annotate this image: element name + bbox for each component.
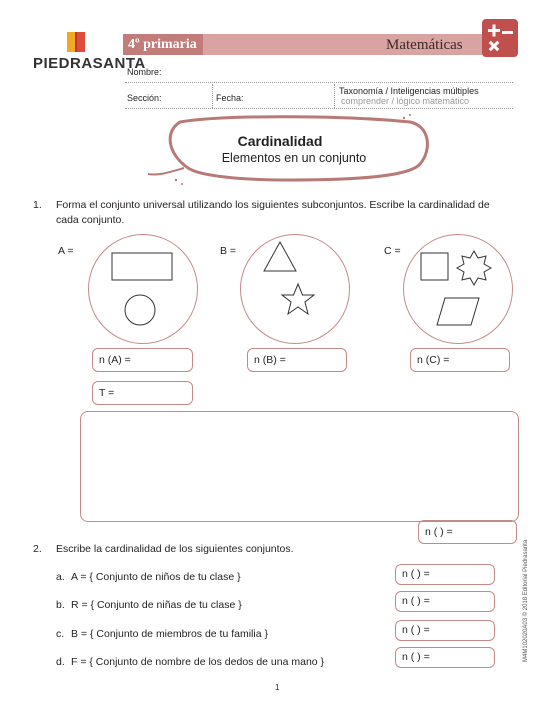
item-a-set: A = { Conjunto de niños de tu clase } bbox=[71, 571, 241, 583]
item-b-letter: b. bbox=[56, 599, 65, 611]
set-b-label: B = bbox=[220, 245, 237, 257]
name-label: Nombre: bbox=[127, 67, 162, 77]
circle-shape bbox=[125, 295, 155, 325]
book-logo-icon bbox=[64, 30, 94, 56]
name-line[interactable] bbox=[125, 82, 513, 83]
item-c-set: B = { Conjunto de miembros de tu familia } bbox=[71, 628, 268, 640]
burst-shape bbox=[457, 251, 491, 285]
plus-minus-times-icon bbox=[482, 19, 518, 57]
set-a-shapes bbox=[88, 234, 196, 342]
rectangle-shape bbox=[112, 253, 172, 280]
parallelogram-shape bbox=[437, 298, 479, 325]
card-a-field[interactable]: n (A) = bbox=[92, 348, 193, 372]
taxonomy-label: Taxonomía / Inteligencias múltiples bbox=[339, 86, 479, 96]
page-subtitle: Elementos en un conjunto bbox=[221, 151, 367, 165]
exercise1-text-line2: cada conjunto. bbox=[56, 214, 125, 226]
section-label: Sección: bbox=[127, 93, 162, 103]
item-b-card-field[interactable]: n ( ) = bbox=[395, 591, 495, 612]
set-a-label: A = bbox=[58, 245, 74, 257]
date-label: Fecha: bbox=[216, 93, 244, 103]
universal-set-box[interactable] bbox=[80, 411, 519, 522]
set-c-label: C = bbox=[384, 245, 401, 257]
brand-name: PIEDRASANTA bbox=[33, 55, 146, 72]
triangle-shape bbox=[264, 242, 296, 271]
set-b-shapes bbox=[240, 234, 348, 342]
grade-label: 4º primaria bbox=[128, 37, 197, 52]
square-shape bbox=[421, 253, 448, 280]
title-banner-frame bbox=[140, 110, 440, 190]
divider-2 bbox=[334, 84, 335, 108]
exercise1-text-line1: Forma el conjunto universal utilizando los siguientes subconjuntos. Escribe la cardinalidad de bbox=[56, 199, 490, 211]
item-c-letter: c. bbox=[56, 628, 65, 640]
side-copyright: M4M102020A03 © 2018 Editorial Piedrasanta bbox=[523, 539, 529, 662]
set-c-shapes bbox=[403, 234, 511, 342]
star-shape bbox=[282, 284, 314, 314]
card-b-field[interactable]: n (B) = bbox=[247, 348, 347, 372]
exercise2-text: Escribe la cardinalidad de los siguientes conjuntos. bbox=[56, 543, 294, 555]
universal-card-field[interactable]: n ( ) = bbox=[418, 520, 517, 544]
item-d-card-field[interactable]: n ( ) = bbox=[395, 647, 495, 668]
item-a-letter: a. bbox=[56, 571, 65, 583]
universal-set-field[interactable]: T = bbox=[92, 381, 193, 405]
taxonomy-value: comprender / lógico matemático bbox=[341, 96, 470, 106]
exercise2-number: 2. bbox=[33, 543, 42, 555]
page-number: 1 bbox=[275, 683, 280, 692]
exercise1-number: 1. bbox=[33, 199, 42, 211]
subject-label: Matemáticas bbox=[386, 37, 463, 53]
item-a-card-field[interactable]: n ( ) = bbox=[395, 564, 495, 585]
divider-1 bbox=[212, 84, 213, 108]
item-c-card-field[interactable]: n ( ) = bbox=[395, 620, 495, 641]
item-b-set: R = { Conjunto de niñas de tu clase } bbox=[71, 599, 242, 611]
card-c-field[interactable]: n (C) = bbox=[410, 348, 510, 372]
page-title: Cardinalidad bbox=[237, 133, 323, 149]
section-line bbox=[125, 108, 513, 109]
item-d-letter: d. bbox=[56, 656, 65, 668]
item-d-set: F = { Conjunto de nombre de los dedos de una mano } bbox=[71, 656, 325, 668]
